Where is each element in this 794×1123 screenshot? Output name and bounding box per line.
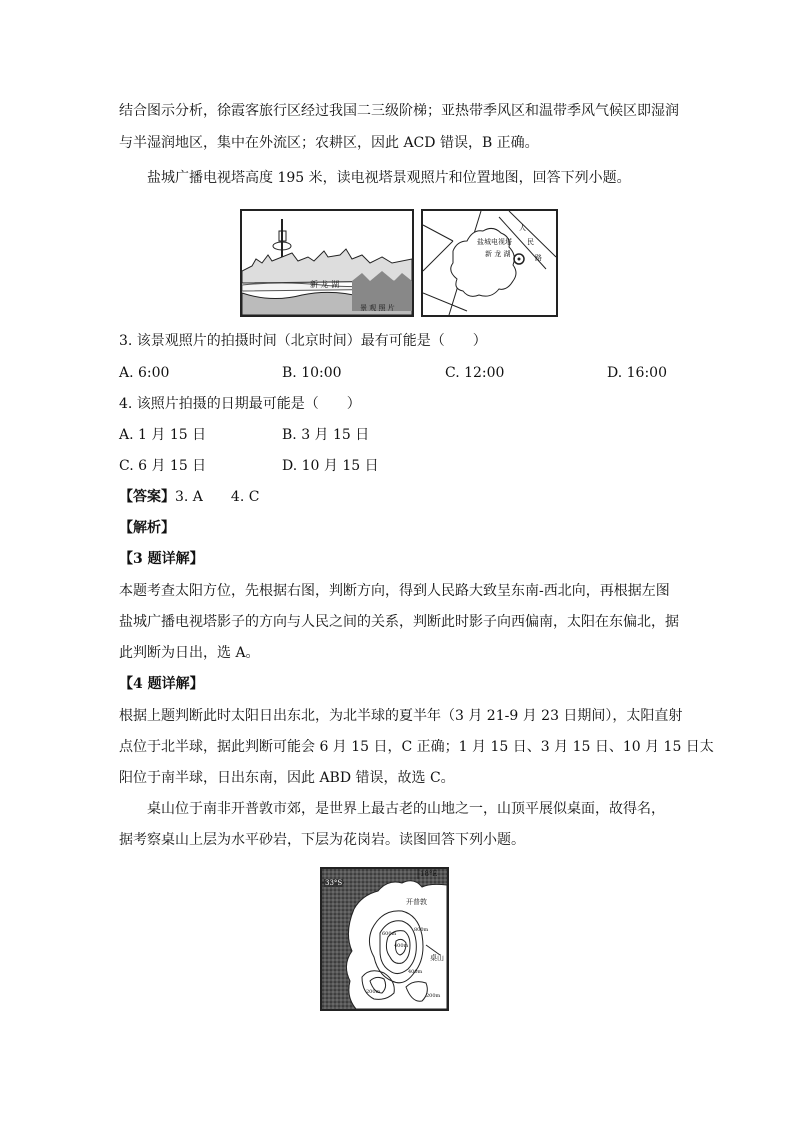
table-mountain-drawing xyxy=(322,869,447,1009)
detail3-line-3: 此判断为日出，选 A。 xyxy=(119,645,260,661)
contour-label-3: 800m xyxy=(414,927,429,933)
passage-1 xyxy=(147,168,631,188)
passage-1-end: 。 xyxy=(616,170,631,186)
contour-label-2: 600m xyxy=(382,931,397,937)
map-lake-label: 新 龙 湖 xyxy=(485,250,511,258)
detail4-label: 【4 题详解】 xyxy=(119,676,204,692)
q4-option-d: D. 10 月 15 日 xyxy=(282,458,379,474)
photo-lake-label: 新 龙 湖 xyxy=(310,280,340,289)
answer-text: 3. A 4. C xyxy=(175,489,260,505)
passage-2-line-1: 桌山位于南非开普敦市郊，是世界上最古老的山地之一，山顶平展似桌面，故得名， xyxy=(147,801,665,817)
q3-option-a: A. 6:00 xyxy=(119,365,170,381)
q3-option-d: D. 16:00 xyxy=(607,365,667,381)
q4-option-a: A. 1 月 15 日 xyxy=(119,427,207,443)
map-tower-label: 盐城电视塔 xyxy=(477,238,512,246)
q3-stem: 3. 该景观照片的拍摄时间（北京时间）最有可能是（ ） xyxy=(119,333,487,349)
answer-label: 【答案】 xyxy=(119,489,175,505)
longitude-label: 18°E xyxy=(420,870,438,878)
passage-2-line-2: 据考察桌山上层为水平砂岩，下层为花岗岩。读图回答下列小题。 xyxy=(119,832,525,848)
location-map-drawing xyxy=(423,211,556,315)
detail3-line-2: 盐城广播电视塔影子的方向与人民之间的关系，判断此时影子向西偏南，太阳在东偏北，据 xyxy=(119,614,679,630)
q3-option-b: B. 10:00 xyxy=(282,365,342,381)
intro-line-2: 与半湿润地区，集中在外流区；农耕区，因此 ACD 错误，B 正确。 xyxy=(119,135,539,151)
location-map xyxy=(421,209,558,317)
contour-label-1: 400m xyxy=(394,943,409,949)
landscape-photo xyxy=(240,209,414,317)
contour-label-5: 200m xyxy=(366,989,381,995)
latitude-label: 33°S xyxy=(325,879,343,887)
map-road-label-3: 路 xyxy=(535,254,542,262)
detail4-line-1: 根据上题判断此时太阳日出东北，为北半球的夏半年（3 月 21-9 月 23 日期间），太阳直射 xyxy=(119,708,683,724)
analysis-label: 【解析】 xyxy=(119,520,175,536)
q4-stem: 4. 该照片拍摄的日期最可能是（ ） xyxy=(119,396,361,412)
table-mountain-map xyxy=(320,867,449,1011)
city-label: 开普敦 xyxy=(406,898,427,906)
q4-option-b: B. 3 月 15 日 xyxy=(282,427,370,443)
photo-caption: 景 观 照 片 xyxy=(360,304,395,312)
detail3-label: 【3 题详解】 xyxy=(119,551,204,567)
intro-line-1: 结合图示分析，徐霞客旅行区经过我国二三级阶梯；亚热带季风区和温带季风气候区即湿润 xyxy=(119,103,679,119)
detail3-line-1: 本题考查太阳方位，先根据右图，判断方向，得到人民路大致呈东南-西北向，再根据左图 xyxy=(119,583,670,599)
contour-label-4: 400m xyxy=(408,969,423,975)
detail4-line-3: 阳位于南半球，日出东南，因此 ABD 错误，故选 C。 xyxy=(119,770,455,786)
map-road-label-1: 人 xyxy=(519,224,526,232)
map-road-label-2: 民 xyxy=(527,238,534,246)
contour-label-6: 200m xyxy=(426,993,441,999)
landscape-photo-drawing xyxy=(242,211,412,315)
mountain-label: 桌山 xyxy=(430,954,444,962)
passage-1-text: 盐城广播电视塔高度 195 米，读电视塔景观照片和位置地图，回答下列小题 xyxy=(147,170,617,186)
answer-line xyxy=(119,487,259,507)
q4-option-c: C. 6 月 15 日 xyxy=(119,458,207,474)
detail4-line-2: 点位于北半球，据此判断可能会 6 月 15 日，C 正确；1 月 15 日、3 月 15 日、10 月 15 日太 xyxy=(119,739,714,755)
q3-option-c: C. 12:00 xyxy=(445,365,505,381)
